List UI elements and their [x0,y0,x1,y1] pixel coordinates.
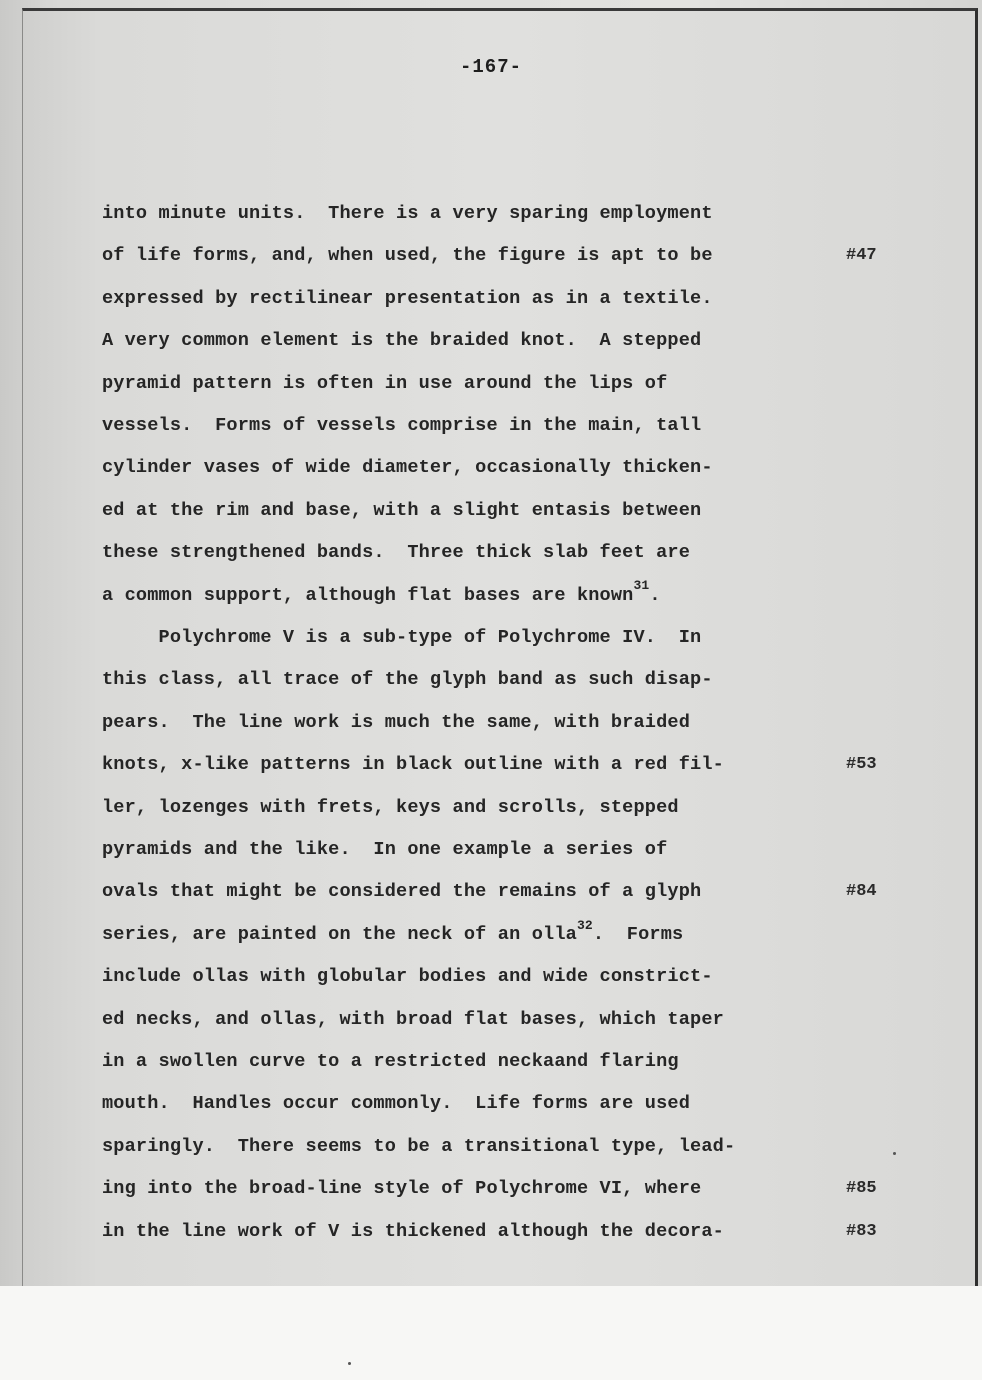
text-line-content: in the line work of V is thickened although the decora- [102,1220,724,1242]
text-line [102,542,690,563]
text-line-content: ing into the broad-line style of Polychrome VI, where [102,1178,702,1200]
text-line [102,1093,690,1114]
text-line [102,712,690,733]
text-line [102,627,701,648]
text-line [102,245,713,266]
text-line-content: include ollas with globular bodies and wide constrict- [102,966,713,988]
text-line [102,669,713,690]
text-line-content: into minute units. There is a very sparing employment [102,203,713,224]
margin-note: #84 [846,882,877,902]
text-line [102,373,667,394]
margin-note: #47 [846,246,877,266]
text-line [102,1221,724,1242]
text-line [102,500,701,521]
text-line [102,288,713,309]
text-line [102,457,713,478]
margin-note: #83 [846,1221,877,1241]
margin-note: #53 [846,755,877,775]
footnote-reference: 32 [576,917,593,933]
text-line-content: of life forms, and, when used, the figure is apt to be [102,245,713,267]
speck-mark [893,1152,896,1155]
text-line-content: a common support, although flat bases are known [102,584,634,606]
text-line [102,797,679,818]
text-line-content: vessels. Forms of vessels comprise in the main, tall [102,415,702,436]
text-line-content: Polychrome V is a sub-type of Polychrome IV. In [102,627,702,648]
text-line [102,839,667,860]
text-line-content: ed at the rim and base, with a slight entasis between [102,499,702,521]
speck-mark [348,1362,351,1365]
text-line-content: mouth. Handles occur commonly. Life forms are used [102,1093,691,1115]
text-line [102,1051,679,1072]
text-line-tail: . [649,584,661,606]
text-line-content: A very common element is the braided knot. A stepped [102,330,702,352]
footnote-reference: 31 [633,578,650,594]
scan-background [0,1286,982,1380]
text-line-tail: . Forms [592,923,684,945]
text-line-content: series, are painted on the neck of an olla [102,923,577,945]
text-line [102,415,701,436]
text-line [102,330,701,351]
text-line [102,1136,735,1157]
text-line [102,966,713,987]
text-line-content: ovals that might be considered the remains of a glyph [102,881,702,903]
text-line-content: knots, x-like patterns in black outline with a red fil- [102,754,724,776]
text-line-content: in a swollen curve to a restricted neckaand flaring [102,1051,679,1072]
text-line-content: cylinder vases of wide diameter, occasionally thicken- [102,457,713,479]
text-line-content: pyramid pattern is often in use around the lips of [102,372,668,394]
margin-note: #85 [846,1179,877,1199]
text-line-content: these strengthened bands. Three thick slab feet are [102,542,691,564]
text-line-content: ler, lozenges with frets, keys and scrolls, stepped [102,796,679,818]
text-line [102,881,701,902]
text-line [102,1178,701,1199]
text-line-content: sparingly. There seems to be a transitional type, lead- [102,1135,736,1157]
text-line [102,1009,724,1030]
text-line-content: expressed by rectilinear presentation as in a textile. [102,287,713,309]
text-line-content: ed necks, and ollas, with broad flat bases, which taper [102,1008,724,1030]
page-number: -167- [459,56,522,78]
text-line [102,203,713,224]
text-line-content: this class, all trace of the glyph band as such disap- [102,669,713,691]
text-line-content: pears. The line work is much the same, with braided [102,711,691,733]
text-line [102,917,684,945]
text-line-content: pyramids and the like. In one example a series of [102,839,668,860]
text-line [102,754,724,775]
text-line [102,578,661,606]
